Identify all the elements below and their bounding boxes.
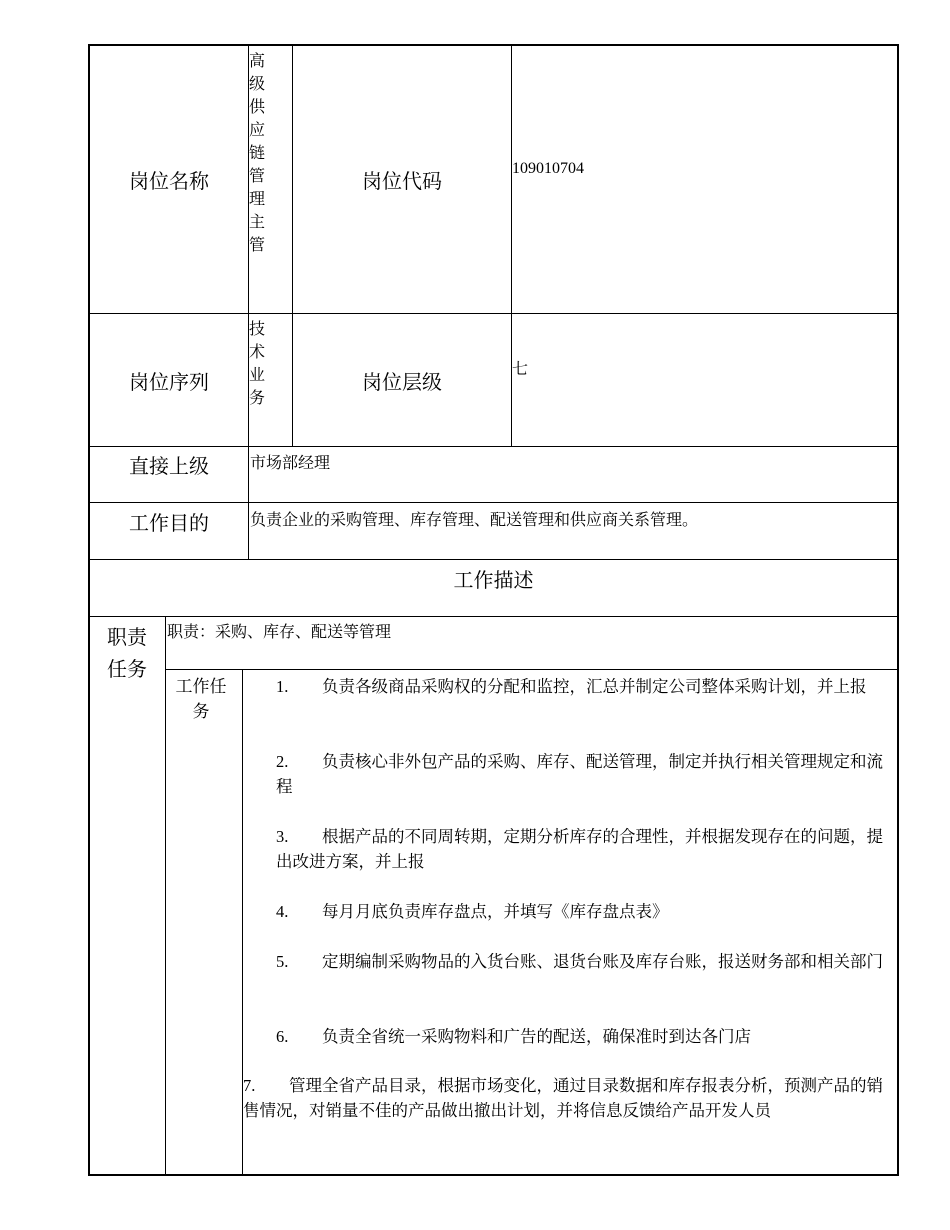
task-item: 2. 负责核心非外包产品的采购、库存、配送管理，制定并执行相关管理规定和流程 (276, 752, 883, 796)
task-item: 1. 负责各级商品采购权的分配和监控，汇总并制定公司整体采购计划，并上报 (276, 677, 867, 696)
duty-label: 职责任务 (107, 625, 147, 681)
superior-label: 直接上级 (129, 453, 209, 478)
post-series-label: 岗位序列 (129, 369, 209, 394)
task-item: 6. 负责全省统一采购物料和广告的配送，确保准时到达各门店 (276, 1027, 751, 1046)
description-header: 工作描述 (453, 567, 534, 592)
post-code-value: 109010704 (512, 160, 584, 177)
task-item: 4. 每月月底负责库存盘点，并填写《库存盘点表》 (276, 902, 669, 921)
duty-title: 职责：采购、库存、配送等管理 (167, 624, 392, 641)
task-item: 7. 管理全省产品目录，根据市场变化，通过目录数据和库存报表分析，预测产品的销售情况，对销量不佳的产品做出撤出计划，并将信息反馈给产品开发人员 (243, 1076, 883, 1120)
superior-value: 市场部经理 (250, 455, 331, 472)
post-name-value: 高级供应链管理主管 (249, 53, 266, 254)
purpose-label: 工作目的 (129, 510, 209, 535)
post-level-value: 七 (512, 361, 529, 378)
post-name-label: 岗位名称 (129, 169, 209, 193)
post-code-label: 岗位代码 (362, 169, 442, 193)
task-item: 3. 根据产品的不同周转期，定期分析库存的合理性，并根据发现存在的问题，提出改进方案，并上报 (276, 827, 883, 871)
purpose-value: 负责企业的采购管理、库存管理、配送管理和供应商关系管理。 (250, 512, 699, 529)
post-series-value: 技术业务 (249, 321, 266, 407)
task-item: 5. 定期编制采购物品的入货台账、退货台账及库存台账，报送财务部和相关部门 (276, 952, 883, 971)
post-level-label: 岗位层级 (362, 369, 442, 394)
task-label: 工作任务 (175, 677, 227, 722)
